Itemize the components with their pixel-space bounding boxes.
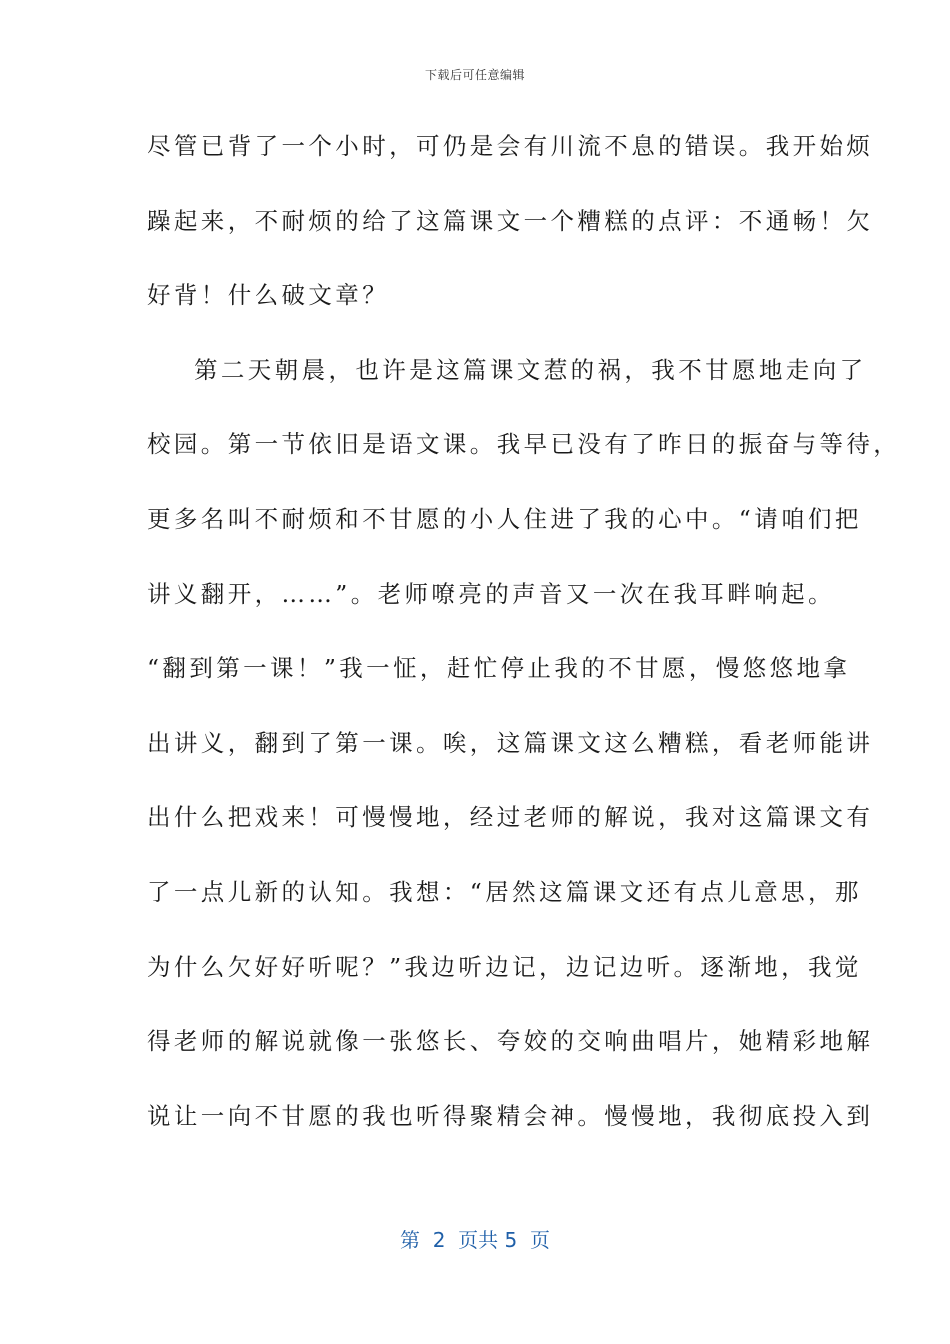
document-body (147, 120, 901, 1164)
text-line: 说让一向不甘愿的我也听得聚精会神。慢慢地，我彻底投入到 (147, 1101, 874, 1130)
text-line: 讲义翻开，……”。老师嘹亮的声音又一次在我耳畔响起。 (147, 579, 835, 608)
text-line: 为什么欠好好听呢？”我边听边记，边记边听。逐渐地，我觉 (147, 952, 862, 981)
paragraph-start-line: 第二天朝晨，也许是这篇课文惹的祸，我不甘愿地走向了 (194, 355, 867, 384)
page-number-footer: 第 2 页共 5 页 (400, 1228, 550, 1252)
text-line: 更多名叫不耐烦和不甘愿的小人住进了我的心中。“请咱们把 (147, 504, 862, 533)
text-line: “翻到第一课！”我一怔，赶忙停止我的不甘愿，慢悠悠地拿 (147, 654, 851, 683)
text-line: 出讲义，翻到了第一课。唉，这篇课文这么糟糕，看老师能讲 (147, 728, 874, 757)
text-line: 校园。第一节依旧是语文课。我早已没有了昨日的振奋与等待， (147, 430, 901, 459)
text-line: 好背！什么破文章？ (147, 281, 390, 310)
text-line: 了一点儿新的认知。我想：“居然这篇课文还有点儿意思，那 (147, 877, 862, 906)
text-line: 尽管已背了一个小时，可仍是会有川流不息的错误。我开始烦 (147, 132, 874, 160)
page-header-note: 下载后可任意编辑 (424, 68, 525, 82)
text-line: 躁起来，不耐烦的给了这篇课文一个糟糕的点评：不通畅！欠 (147, 206, 874, 235)
text-line: 出什么把戏来！可慢慢地，经过老师的解说，我对这篇课文有 (147, 803, 874, 832)
text-line: 得老师的解说就像一张悠长、夸姣的交响曲唱片，她精彩地解 (147, 1027, 874, 1056)
